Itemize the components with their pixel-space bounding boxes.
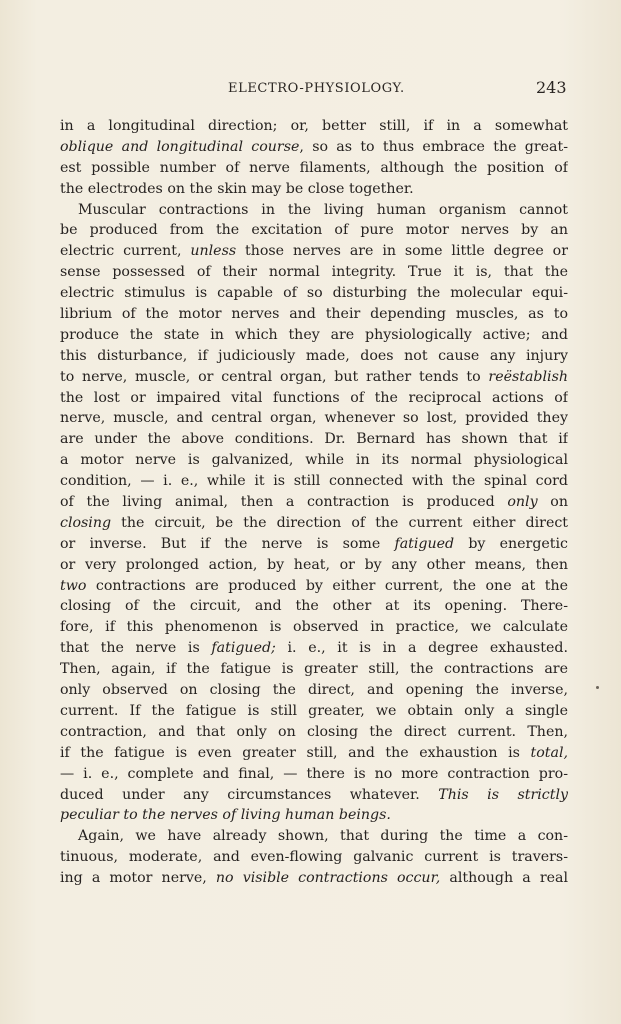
text-line xyxy=(60,826,568,847)
text-run: librium of the motor nerves and their depending muscles, as to xyxy=(60,306,568,323)
text-run: or inverse. But if the nerve is some xyxy=(60,535,395,552)
text-line xyxy=(60,450,568,471)
text-line xyxy=(60,346,568,367)
text-line xyxy=(60,429,568,450)
text-run: — i. e., complete and final, — there is no more contraction pro- xyxy=(60,765,568,782)
text-line xyxy=(60,158,568,179)
text-line xyxy=(60,492,568,513)
text-run: condition, — i. e., while it is still connected with the spinal cord xyxy=(60,473,568,490)
text-line xyxy=(60,513,568,534)
text-run: although a real xyxy=(440,870,568,887)
text-line xyxy=(60,534,568,555)
text-run: a motor nerve is galvanized, while in its normal physiological xyxy=(60,452,568,469)
italic-text: no visible contractions occur, xyxy=(215,870,441,887)
italic-text: closing xyxy=(60,514,112,531)
text-run: , so as to thus embrace the great- xyxy=(299,138,568,155)
text-line xyxy=(60,283,568,304)
text-run: ing a motor nerve, xyxy=(60,870,216,887)
italic-text: fatigued; xyxy=(211,640,276,657)
text-line xyxy=(60,617,568,638)
text-run: Muscular contractions in the living human organism cannot xyxy=(78,201,568,218)
italic-text: This is strictly xyxy=(438,786,568,803)
text-run: Then, again, if the fatigue is greater still, the contractions are xyxy=(60,661,568,678)
running-head: ELECTRO-PHYSIOLOGY. xyxy=(228,81,405,96)
text-line xyxy=(60,868,568,889)
text-run: nerve, muscle, and central organ, whenever so lost, provided they xyxy=(60,410,568,427)
text-run: current. If the fatigue is still greater, we obtain only a single xyxy=(60,702,568,719)
text-run: est possible number of nerve filaments, although the position of xyxy=(60,159,568,176)
text-line xyxy=(60,220,568,241)
text-line xyxy=(60,743,568,764)
text-line xyxy=(60,680,568,701)
text-line xyxy=(60,785,568,806)
text-line xyxy=(60,137,568,158)
italic-text: only xyxy=(507,494,538,511)
text-run: produce the state in which they are physiologically active; and xyxy=(60,326,568,343)
text-line xyxy=(60,241,568,262)
text-run: of the living animal, then a contraction is produced xyxy=(60,494,508,511)
text-line xyxy=(60,388,568,409)
italic-text: peculiar to the nerves of living human beings. xyxy=(60,807,391,824)
text-run: in a longitudinal direction; or, better still, if in a somewhat xyxy=(60,118,568,134)
italic-text: fatigued xyxy=(394,535,455,552)
italic-text: unless xyxy=(190,243,237,260)
text-line xyxy=(60,701,568,722)
text-line xyxy=(60,722,568,743)
text-run: closing of the circuit, and the other at its opening. There- xyxy=(60,598,568,615)
text-run: contractions are produced by either current, the one at the xyxy=(86,577,568,594)
text-run: those nerves are in some little degree or xyxy=(236,243,568,260)
text-run: Again, we have already shown, that during the time a con- xyxy=(78,828,568,845)
text-line xyxy=(60,304,568,325)
paper-speck xyxy=(596,686,599,689)
text-run: or very prolonged action, by heat, or by any other means, then xyxy=(60,556,568,573)
text-line xyxy=(60,262,568,283)
italic-text: reëstablish xyxy=(488,368,568,385)
text-run: fore, if this phenomenon is observed in practice, we calculate xyxy=(60,619,568,636)
italic-text: oblique and longitudinal course xyxy=(60,138,300,155)
page-header xyxy=(0,78,621,100)
text-line xyxy=(60,116,568,137)
italic-text: two xyxy=(60,577,87,594)
text-run: the circuit, be the direction of the current either direct xyxy=(111,514,568,531)
text-run: the electrodes on the skin may be close together. xyxy=(60,180,414,197)
text-run: that the nerve is xyxy=(60,640,212,657)
text-run: electric current, xyxy=(60,243,191,260)
italic-text: total, xyxy=(530,744,568,761)
text-line xyxy=(60,638,568,659)
text-line xyxy=(60,659,568,680)
text-line xyxy=(60,764,568,785)
text-run: this disturbance, if judiciously made, does not cause any injury xyxy=(60,347,568,364)
text-run: i. e., it is in a degree exhausted. xyxy=(275,640,568,657)
text-run: only observed on closing the direct, and opening the inverse, xyxy=(60,682,568,699)
text-run: tinuous, moderate, and even-flowing galvanic current is travers- xyxy=(60,849,568,866)
text-run: if the fatigue is even greater still, and the exhaustion is xyxy=(60,744,531,761)
text-line xyxy=(60,408,568,429)
text-run: contraction, and that only on closing the direct current. Then, xyxy=(60,723,568,740)
text-run: on xyxy=(537,494,568,511)
text-run: the lost or impaired vital functions of the reciprocal actions of xyxy=(60,389,568,406)
text-line xyxy=(60,576,568,597)
text-run: to nerve, muscle, or central organ, but rather tends to xyxy=(60,368,489,385)
text-run: are under the above conditions. Dr. Bernard has shown that if xyxy=(60,431,568,448)
text-line xyxy=(60,179,568,200)
text-line xyxy=(60,367,568,388)
body-text xyxy=(60,116,568,889)
text-line xyxy=(60,805,568,826)
text-line xyxy=(60,596,568,617)
text-line xyxy=(60,847,568,868)
text-line xyxy=(60,471,568,492)
text-line xyxy=(60,325,568,346)
text-run: duced under any circumstances whatever. xyxy=(60,786,439,803)
text-run: sense possessed of their normal integrity. True it is, that the xyxy=(60,264,568,281)
text-line xyxy=(60,200,568,221)
text-line xyxy=(60,555,568,576)
text-run: by energetic xyxy=(454,535,568,552)
text-run: electric stimulus is capable of so disturbing the molecular equi- xyxy=(60,285,568,302)
text-run: be produced from the excitation of pure motor nerves by an xyxy=(60,222,568,239)
page-number: 243 xyxy=(536,78,567,97)
